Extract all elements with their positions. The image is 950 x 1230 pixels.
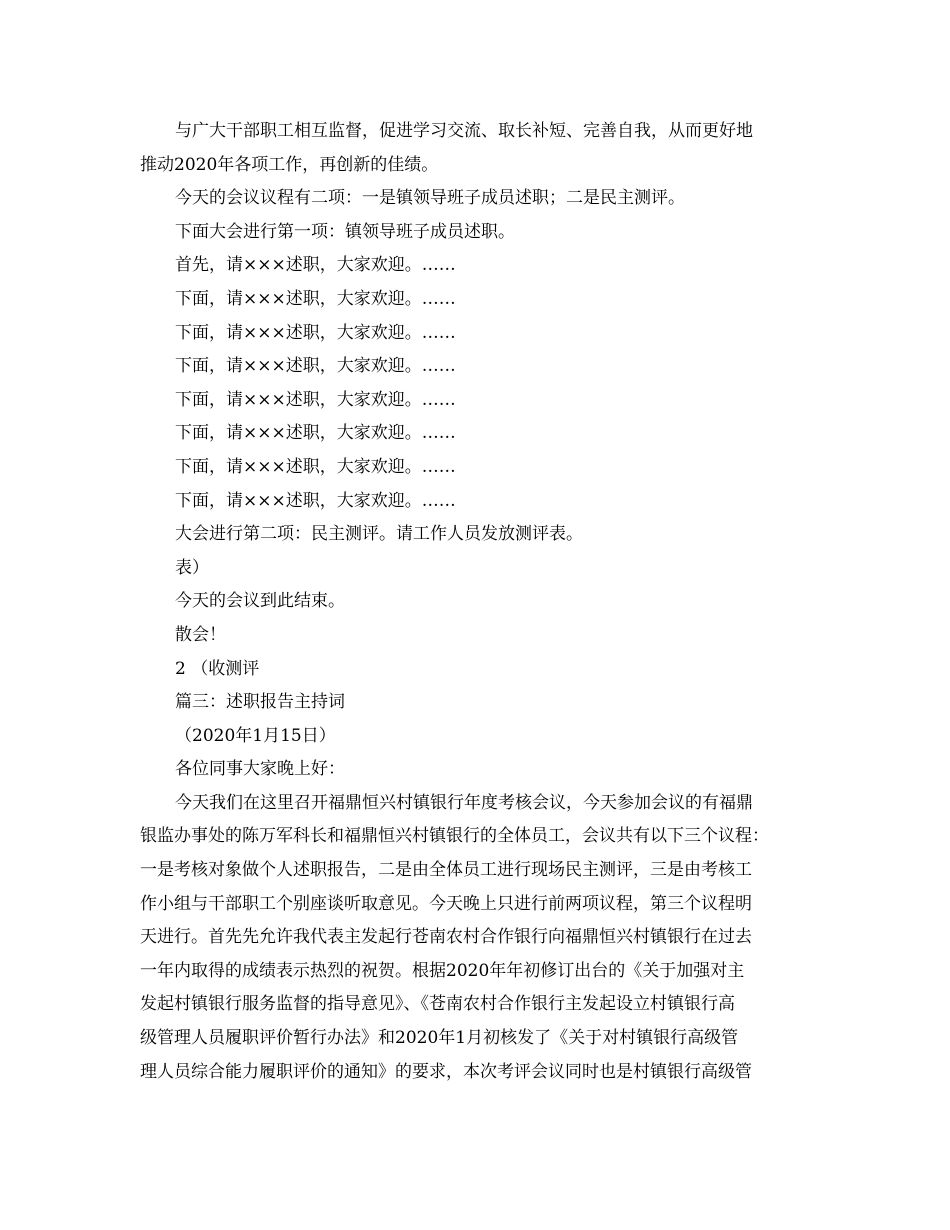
document-body [140,115,815,1089]
document-line: 下面，请×××述职，大家欢迎。…… [175,356,456,377]
document-line: 大会进行第二项：民主测评。请工作人员发放测评表。 [175,524,583,545]
document-line: 首先，请×××述职，大家欢迎。…… [175,255,456,276]
document-line: 一是考核对象做个人述职报告，二是由全体员工进行现场民主测评，三是由考核工 [140,860,752,881]
document-line: 各位同事大家晚上好： [175,759,345,780]
document-line: 今天我们在这里召开福鼎恒兴村镇银行年度考核会议，今天参加会议的有福鼎 [175,792,753,813]
document-line: 表） [175,557,209,578]
document-line: 与广大干部职工相互监督，促进学习交流、取长补短、完善自我，从而更好地 [175,121,753,141]
document-line: 一年内取得的成绩表示热烈的祝贺。根据2020年年初修订出台的《关于加强对主 [140,960,745,981]
document-line: 散会！ [175,624,226,645]
document-line: 下面，请×××述职，大家欢迎。…… [175,322,456,343]
document-line: 今天的会议议程有二项：一是镇领导班子成员述职；二是民主测评。 [175,188,685,209]
document-line: 级管理人员履职评价暂行办法》和2020年1月初核发了《关于对村镇银行高级管 [140,1028,739,1049]
document-line: 下面，请×××述职，大家欢迎。…… [175,389,456,410]
document-line: 发起村镇银行服务监督的指导意见》、《苍南农村合作银行主发起设立村镇银行高 [140,994,735,1015]
document-line: 下面，请×××述职，大家欢迎。…… [175,456,456,477]
document-line: 理人员综合能力履职评价的通知》的要求，本次考评会议同时也是村镇银行高级管 [140,1061,752,1082]
document-line: 下面，请×××述职，大家欢迎。…… [175,423,456,444]
document-line: 篇三：述职报告主持词 [175,692,345,713]
document-line: 银监办事处的陈万军科长和福鼎恒兴村镇银行的全体员工，会议共有以下三个议程： [140,826,769,847]
document-line: 推动2020年各项工作，再创新的佳绩。 [140,154,439,175]
document-line: （2020年1月15日） [175,725,336,746]
document-line: 作小组与干部职工个别座谈听取意见。今天晚上只进行前两项议程，第三个议程明 [140,893,752,914]
document-line: 下面大会进行第一项：镇领导班子成员述职。 [175,221,515,242]
document-line: 天进行。首先先允许我代表主发起行苍南农村合作银行向福鼎恒兴村镇银行在过去 [140,927,752,948]
document-line: 2 （收测评 [175,658,260,679]
document-line: 下面，请×××述职，大家欢迎。…… [175,288,456,309]
document-line: 下面，请×××述职，大家欢迎。…… [175,490,456,511]
document-line: 今天的会议到此结束。 [175,591,345,612]
